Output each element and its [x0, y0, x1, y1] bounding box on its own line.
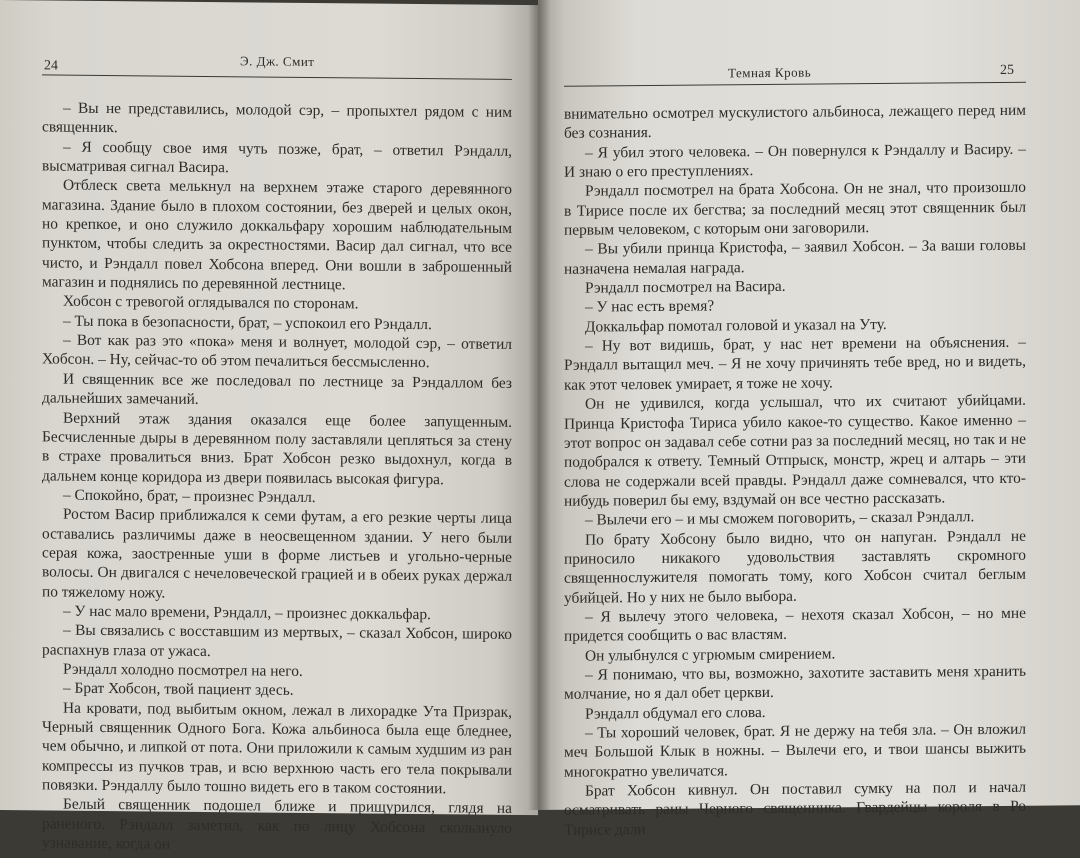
paragraph: – Я убил этого человека. – Он повернулся к Рэндаллу и Васиру. – И знаю о его преступлениях. — [564, 140, 1026, 181]
paragraph: Ростом Васир приближался к семи футам, а его резкие черты лица оставались различимы даже в неосвещенном здании. У него были серая кожа, заостренные уши в форме листьев и угольно-черные волосы. Он двигался с нечеловеческой грацией и в обеих руках держал по тяжелому ножу. — [42, 505, 512, 602]
left-running-head: Э. Дж. Смит — [240, 53, 315, 70]
paragraph: На кровати, под выбитым окном, лежал в лихорадке Ута Призрак, Черный священник Одного Бога. Кожа альбиноса была еще бледнее, чем обычно, и липкой от пота. Они приложили к самым худшим из ран компрессы из пучков трав, и всю верхнюю часть его тела покрывали повязки. Рэндаллу было тошно видеть его в таком состоянии. — [42, 699, 512, 798]
paragraph: Рэндалл холодно посмотрел на него. — [63, 660, 303, 680]
paragraph: По брату Хобсону было видно, что он напуган. Рэндалл не приносило никакого удовольствия заставлять скромного священнослужителя помогать тому, кого Хобсон считал беглым убийцей. Но у них не было выбора. — [564, 527, 1026, 607]
paragraph: Доккальфар помотал головой и указал на Уту. — [585, 315, 887, 336]
paragraph: внимательно осмотрел мускулистого альбиноса, лежащего перед ним без сознания. — [564, 101, 1026, 143]
right-page — [538, 0, 1080, 839]
paragraph: Рэндалл посмотрел на брата Хобсона. Он не знал, что произошло в Тирисе после их бегства; за последний месяц этот священник был первым человеком, с которым они заговорили. — [564, 179, 1026, 239]
paragraph: – У нас есть время? — [585, 297, 715, 317]
paragraph: – Брат Хобсон, твой пациент здесь. — [63, 679, 294, 700]
paragraph: Брат Хобсон кивнул. Он поставил сумку на пол и начал осматривать раны Черного священника. Гвардейцы короля в Ро Тирисе дали — [564, 778, 1026, 839]
left-page — [0, 0, 538, 853]
right-running-head: Темная Кровь — [728, 64, 812, 81]
paragraph: – Спокойно, брат, – произнес Рэндалл. — [63, 486, 316, 506]
paragraph: Он улыбнулся с угрюмым смирением. — [585, 645, 836, 665]
paragraph: – Ты пока в безопасности, брат, – успокоил его Рэндалл. — [63, 312, 432, 333]
paragraph: Белый священник подошел ближе и прищурился, глядя на раненого. Рэндалл заметил, как по лицу Хобсона скользнуло узнавание, когда он — [42, 795, 512, 853]
paragraph: – У нас мало времени, Рэндалл, – произнес доккальфар. — [63, 602, 431, 624]
paragraph: Хобсон с тревогой оглядывался по сторонам. — [63, 293, 359, 313]
paragraph: – Я вылечу этого человека, – нехотя сказал Хобсон, – но мне придется сообщить о вас властям. — [564, 604, 1026, 646]
paragraph: Отблеск света мелькнул на верхнем этаже старого деревянного магазина. Здание было в плохом состоянии, без дверей и целых окон, но крепкое, и оно служило доккальфару хорошим наблюдательным пунктом, чтобы следить за окрестностями. Васир дал сигнал, что все чисто, и Рэндалл повел Хобсона вперед. Они вошли в заброшенный магазин и поднялись по деревянной лестнице. — [42, 176, 512, 294]
paragraph: – Вы связались с восставшим из мертвых, – сказал Хобсон, широко распахнув глаза от ужаса. — [42, 621, 512, 660]
paragraph: – Я понимаю, что вы, возможно, захотите заставить меня хранить молчание, но я дал обет церкви. — [564, 662, 1026, 704]
right-page-text — [564, 101, 1026, 840]
paragraph: Он не удивился, когда услышал, что их считают убийцами. Принца Кристофа Тириса убило какое-то существо. Какое именно – этот вопрос он задавал себе сотни раз за последний месяц, но так и не подобрался к ответу. Темный Отпрыск, монстр, жрец и алтарь – эти слова не содержали всей правды. Рэндалл даже сомневался, что кто-нибудь поверил бы ему, вздумай он все честно рассказать. — [564, 391, 1026, 510]
left-page-text — [42, 98, 512, 857]
right-page-number: 25 — [1000, 62, 1014, 78]
left-page-number: 24 — [44, 58, 58, 74]
left-header-rule — [42, 74, 512, 80]
book-spine-shadow — [528, 0, 550, 810]
paragraph: – Ну вот видишь, брат, у нас нет времени на объяснения. – Рэндалл вытащил меч. – Я не хочу причинять тебе вред, но и видеть, как этот человек умирает, я тоже не хочу. — [564, 333, 1026, 394]
paragraph: Рэндалл обдумал его слова. — [585, 703, 766, 723]
paragraph: – Ты хороший человек, брат. Я не держу на тебя зла. – Он вложил меч Большой Клык в ножны. – Вылечи его, и твои шансы выжить многократно увеличатся. — [564, 720, 1026, 781]
paragraph: – Вы не представились, молодой сэр, – пропыхтел рядом с ним священник. — [42, 99, 512, 137]
paragraph: – Вот как раз это «пока» меня и волнует, молодой сэр, – ответил Хобсон. – Ну, сейчас-то об этом печалиться бессмысленно. — [42, 331, 512, 372]
right-header-rule — [564, 82, 1026, 87]
paragraph: Верхний этаж здания оказался еще более запущенным. Бесчисленные дыры в деревянном полу заставляли цепляться за стену в страхе провалиться вниз. Брат Хобсон резко выдохнул, когда в дальнем конце коридора из двери появилась высокая фигура. — [42, 409, 512, 488]
paragraph: – Вылечи его – и мы сможем поговорить, – сказал Рэндалл. — [585, 508, 975, 529]
paragraph: И священник все же последовал по лестнице за Рэндаллом без дальнейших замечаний. — [42, 370, 512, 409]
paragraph: Рэндалл посмотрел на Васира. — [585, 277, 786, 297]
paragraph: – Вы убили принца Кристофа, – заявил Хобсон. – За ваши головы назначена немалая награда. — [564, 237, 1026, 278]
paragraph: – Я сообщу свое имя чуть позже, брат, – ответил Рэндалл, высматривая сигнал Васира. — [42, 138, 512, 177]
